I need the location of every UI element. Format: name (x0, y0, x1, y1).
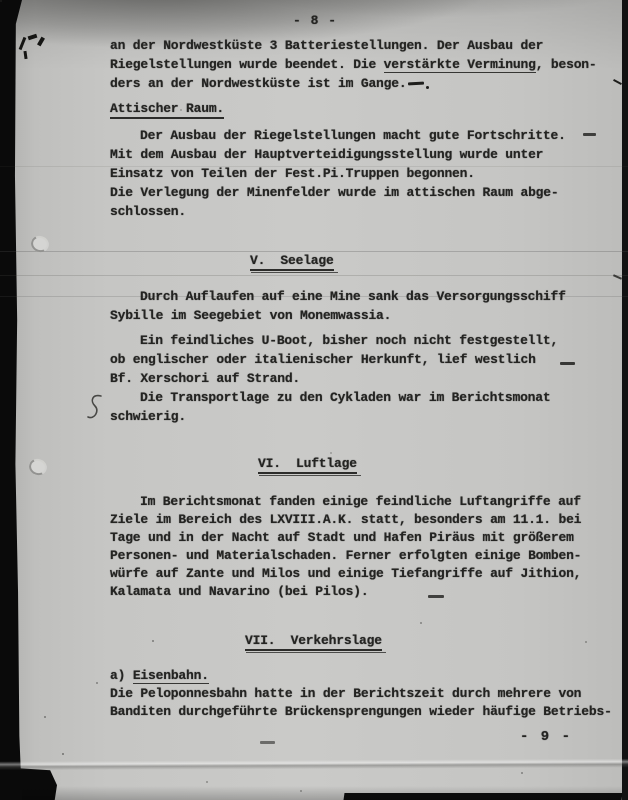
text-line: Tage und in der Nacht auf Stadt und Hafen Piräus mit größerem (110, 530, 574, 545)
text-line: Einsatz von Teilen der Fest.Pi.Truppen begonnen. (110, 166, 475, 181)
heading-seelage (110, 251, 608, 270)
text-line: Der Ausbau der Riegelstellungen macht gute Fortschritte. (140, 128, 566, 143)
para-riegelstellungen (110, 126, 608, 183)
document-body (110, 36, 612, 721)
text-line: Bf. Xerschori auf Strand. (110, 371, 301, 386)
text-line: ob englischer oder italienischer Herkunft, lief westlich (110, 352, 536, 367)
handwritten-dash-mark (260, 741, 275, 744)
text-line: Personen- und Materialschaden. Ferner erfolgten einige Bomben- (110, 548, 582, 563)
dust-specks (0, 0, 2, 2)
text-line: Die Transportlage zu den Cykladen war im Berichtsmonat (140, 390, 551, 405)
heading-attischer-raum (110, 99, 608, 118)
text-line: Banditen durchgeführte Brückensprengungen wieder häufige Betriebs- (110, 704, 612, 719)
text-line: a) Eisenbahn. (110, 668, 209, 683)
text-line: an der Nordwestküste 3 Batteriestellungen. Der Ausbau der (110, 38, 544, 53)
heading-luftlage-text: VI. Luftlage (258, 456, 357, 474)
text-line: ders an der Nordwestküste ist im Gange. (110, 76, 407, 91)
margin-tick-mark (613, 79, 622, 85)
bottom-shadow (22, 786, 622, 800)
text-line: Riegelstellungen wurde beendet. Die verstärkte Verminung, beson- (110, 57, 597, 72)
para-mine-sybille (110, 287, 608, 325)
para-transportlage (110, 388, 608, 426)
text-line: schlossen. (110, 204, 187, 219)
page-number-bottom: - 9 - (520, 729, 573, 745)
text-line: Mit dem Ausbau der Hauptverteidigungsstellung wurde unter (110, 147, 544, 162)
paper-crease (0, 759, 628, 771)
scan-edge-right (622, 0, 628, 800)
text-line: Ein feindliches U-Boot, bisher noch nicht festgestellt, (140, 333, 559, 348)
text-line: würfe auf Zante und Milos und einige Tiefangriffe auf Jithion, (110, 566, 582, 581)
text-line: schwierig. (110, 409, 187, 424)
text-line: Die Peloponnesbahn hatte in der Berichtszeit durch mehrere von (110, 686, 582, 701)
para-peloponnesbahn (110, 685, 612, 721)
para-luftangriffe (110, 493, 608, 601)
punch-hole (27, 457, 49, 478)
text-line: Ziele im Bereich des LXVIII.A.K. statt, besonders am 11.1. bei (110, 512, 582, 527)
text-line: Sybille im Seegebiet von Monemwassia. (110, 308, 392, 323)
text-line: Im Berichtsmonat fanden einige feindliche Luftangriffe auf (140, 494, 581, 509)
para-uboot (110, 331, 608, 388)
text-line: Die Verlegung der Minenfelder wurde im attischen Raum abge- (110, 185, 559, 200)
handwritten-scribble-mark (15, 35, 55, 61)
para-eisenbahn-label (110, 666, 608, 685)
text-line: Durch Auflaufen auf eine Mine sank das Versorgungsschiff (140, 289, 566, 304)
text-line: Kalamata und Navarino (bei Pilos). (110, 584, 369, 599)
scan-edge-left (0, 0, 22, 800)
heading-attischer-raum-text: Attischer Raum. (110, 101, 224, 119)
heading-seelage-text: V. Seelage (250, 253, 334, 271)
handwritten-squiggle-mark (86, 393, 104, 428)
page-number-top: - 8 - (293, 13, 338, 28)
heading-verkehrslage (110, 631, 608, 650)
para-nordwestkueste (110, 36, 608, 93)
heading-verkehrslage-text: VII. Verkehrslage (245, 633, 382, 651)
heading-luftlage (110, 454, 608, 473)
para-minenfelder (110, 183, 608, 221)
